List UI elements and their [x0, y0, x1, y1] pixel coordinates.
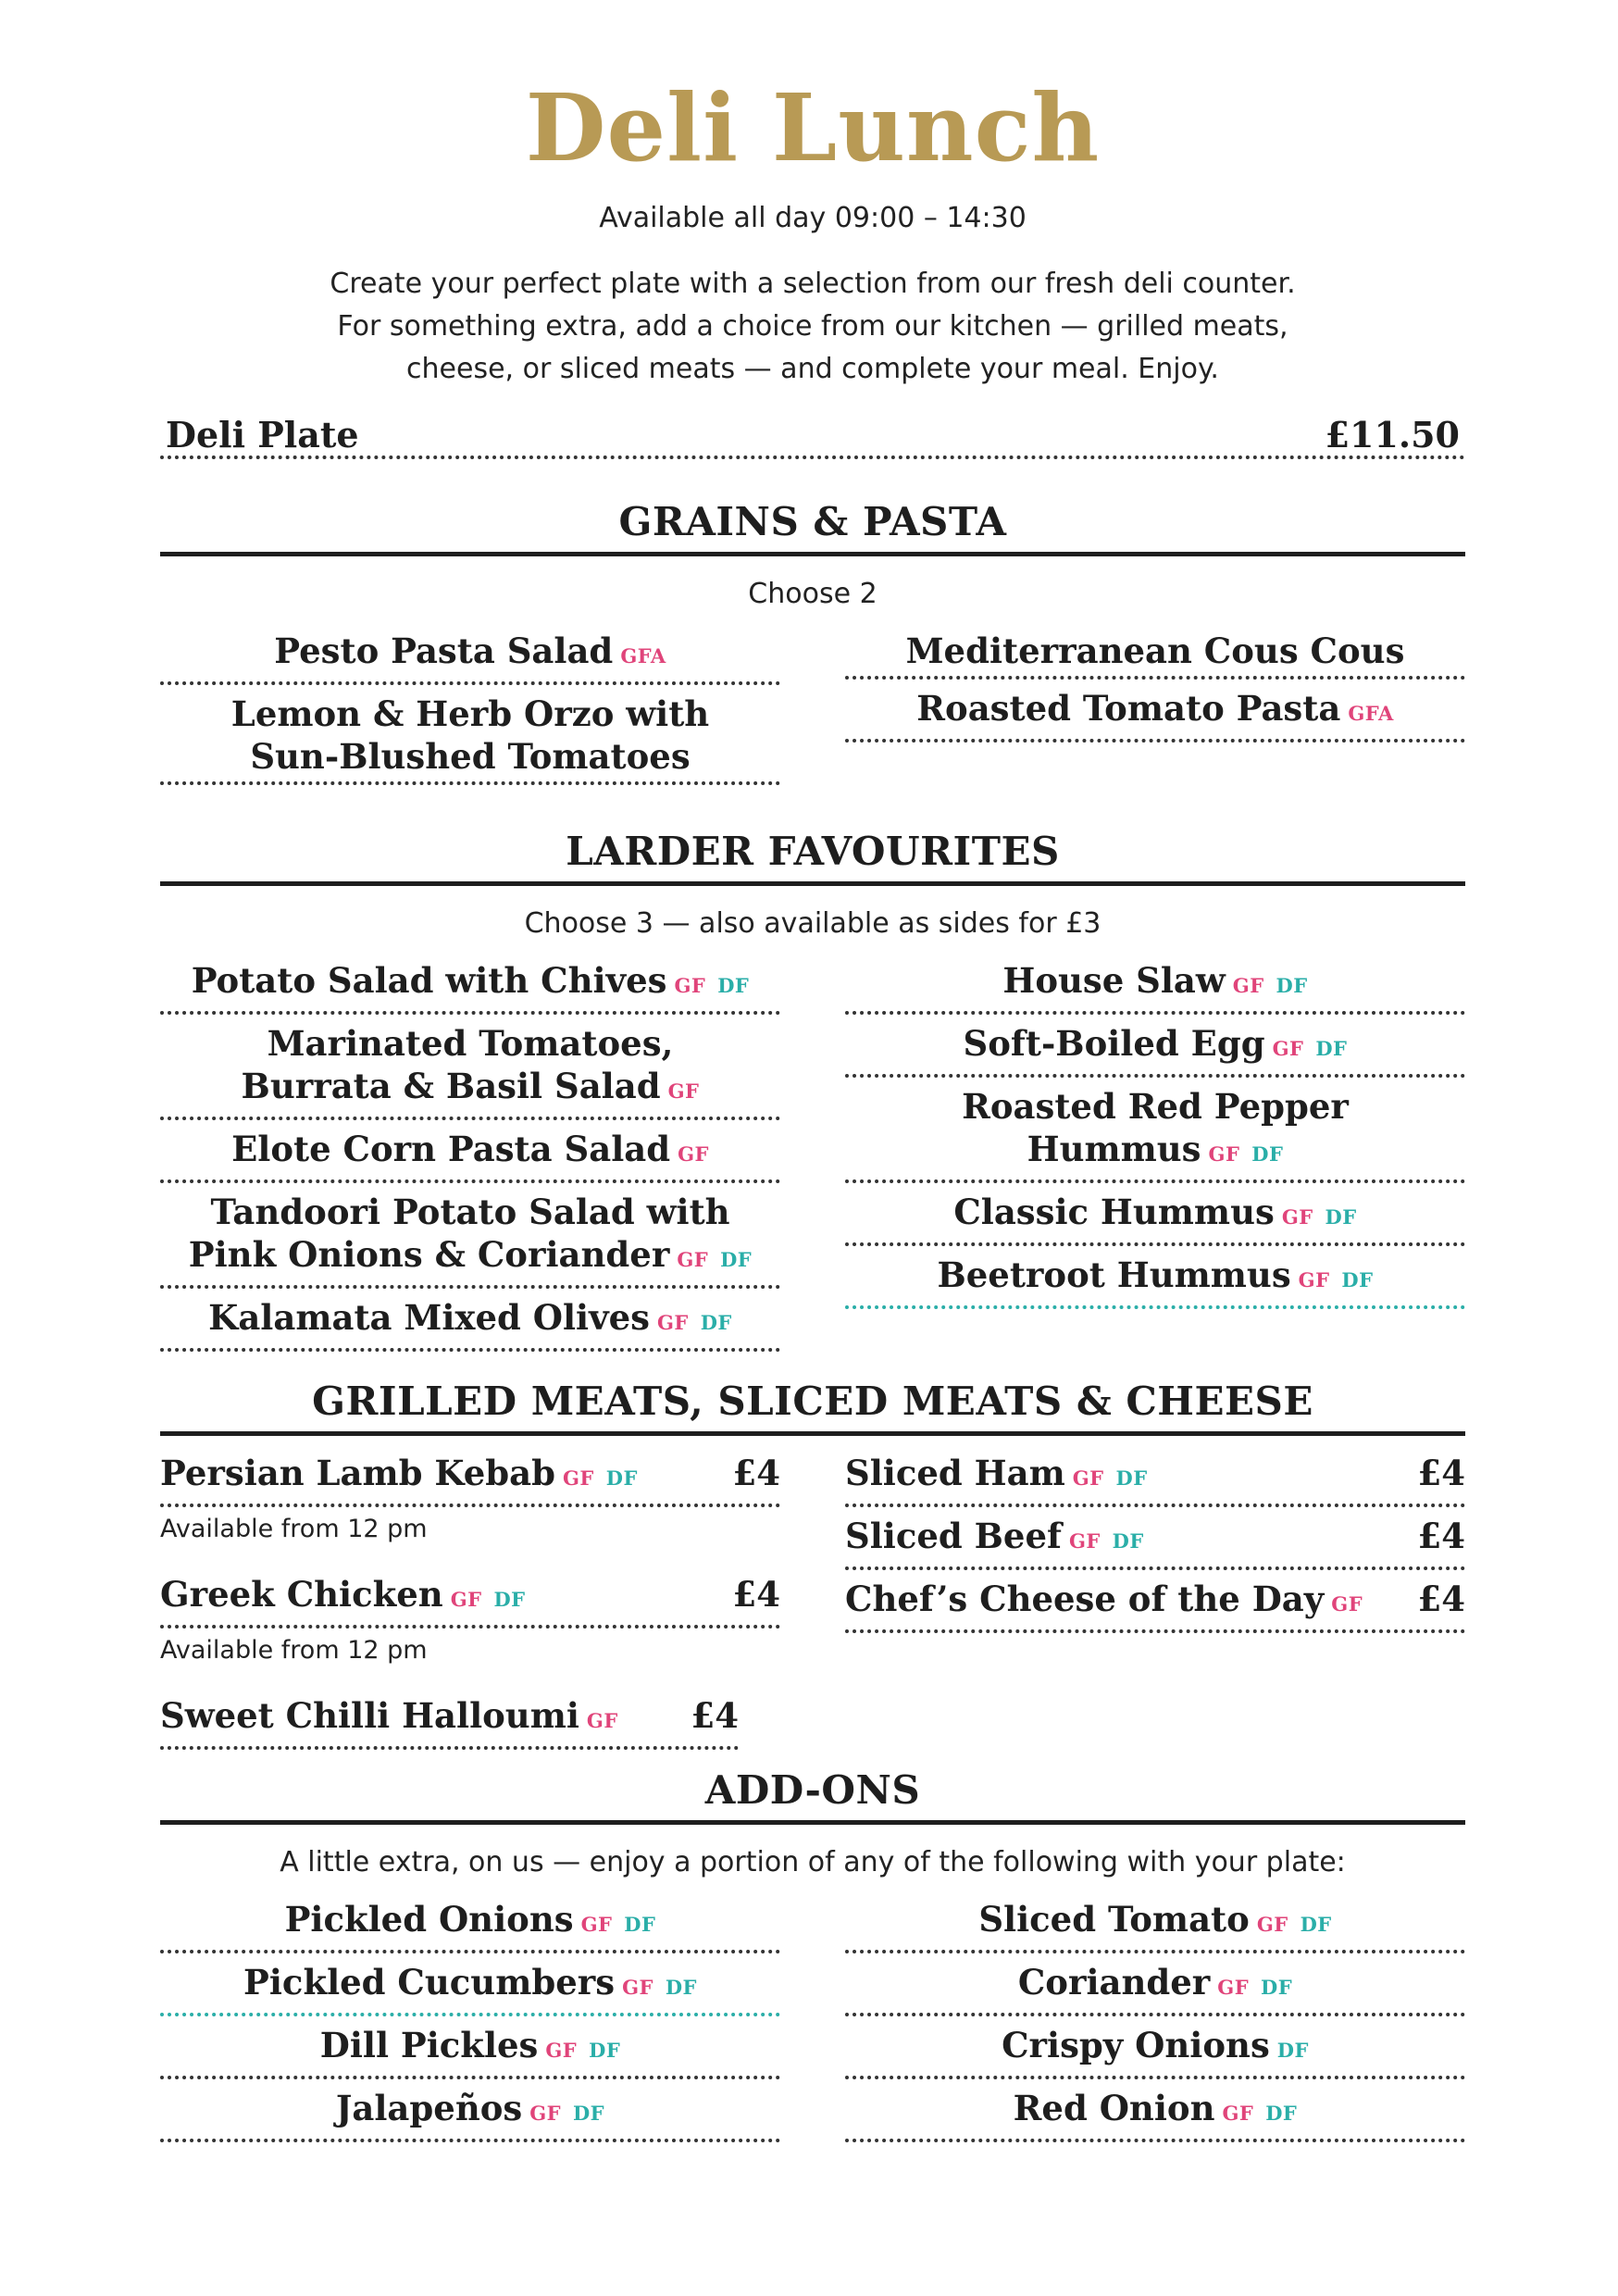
availability-note: Available from 12 pm	[160, 1515, 428, 1543]
gf-tag: GF	[586, 1709, 618, 1732]
availability-text: Available all day 09:00 – 14:30	[599, 202, 1027, 234]
gf-tag: GF	[1298, 1268, 1330, 1292]
deli-plate-name: Deli Plate	[166, 414, 359, 455]
item-name	[845, 1452, 1148, 1500]
df-tag: DF	[605, 1466, 638, 1490]
gf-tag: GF	[622, 1976, 653, 1999]
menu-item	[160, 2079, 780, 2142]
menu-item	[160, 1015, 780, 1120]
grains-left-column	[160, 622, 780, 785]
item-name	[160, 1694, 618, 1742]
menu-item	[160, 1183, 780, 1289]
item-name: Chef’s Cheese of the Day	[845, 1578, 1325, 1619]
item-name: Greek Chicken	[160, 1574, 443, 1615]
gf-tag: GF	[1331, 1592, 1363, 1616]
item-name: Tandoori Potato Salad with	[210, 1192, 730, 1232]
menu-item	[845, 2079, 1465, 2142]
menu-item	[160, 2016, 780, 2079]
item-name: House Slaw	[1002, 960, 1226, 1001]
df-tag: DF	[1325, 1205, 1357, 1229]
intro-line: Create your perfect plate with a selection from our fresh deli counter.	[330, 268, 1296, 300]
menu-item	[845, 1246, 1465, 1309]
gf-tag: GF	[674, 974, 706, 997]
df-tag: DF	[700, 1311, 732, 1334]
df-tag: DF	[1276, 2039, 1309, 2062]
menu-item-priced	[845, 1507, 1465, 1570]
gf-tag: GF	[545, 2039, 578, 2062]
df-tag: DF	[624, 1913, 656, 1936]
grains-right-column	[845, 622, 1465, 742]
gf-tag: GF	[1272, 1037, 1304, 1060]
gf-tag: GF	[1222, 2102, 1254, 2125]
gf-tag: GF	[450, 1588, 482, 1611]
menu-item	[160, 952, 780, 1015]
df-tag: DF	[1315, 1037, 1348, 1060]
intro-line: For something extra, add a choice from our kitchen — grilled meats,	[337, 310, 1288, 343]
gf-tag: GF	[1256, 1913, 1288, 1936]
gf-tag: GF	[667, 1079, 700, 1103]
df-tag: DF	[1276, 974, 1308, 997]
section-note-larder: Choose 3 — also available as sides for £3	[524, 907, 1101, 940]
df-tag: DF	[1261, 1976, 1293, 1999]
menu-item-priced	[160, 1566, 780, 1628]
item-name: Red Onion	[1013, 2088, 1215, 2128]
menu-item-priced	[160, 1687, 739, 1750]
item-name: Marinated Tomatoes,	[267, 1023, 674, 1064]
item-name	[845, 1515, 1144, 1563]
section-heading-addons: ADD-ONS	[160, 1765, 1465, 1825]
deli-plate-price: £11.50	[1325, 414, 1460, 455]
section-heading-meats: GRILLED MEATS, SLICED MEATS & CHEESE	[160, 1376, 1465, 1436]
menu-item-priced	[845, 1570, 1465, 1633]
menu-item	[845, 2016, 1465, 2079]
item-name: Pesto Pasta Salad	[274, 630, 614, 671]
item-price: £4	[691, 1695, 739, 1736]
df-tag: DF	[1115, 1466, 1148, 1490]
item-name: Coriander	[1017, 1962, 1211, 2003]
menu-item	[160, 1289, 780, 1352]
gf-tag: GF	[678, 1142, 709, 1166]
menu-item	[845, 1015, 1465, 1078]
gfa-tag: GFA	[620, 644, 666, 668]
df-tag: DF	[720, 1248, 753, 1271]
availability-note: Available from 12 pm	[160, 1636, 428, 1665]
menu-item	[845, 680, 1465, 742]
item-name: Classic Hummus	[953, 1192, 1275, 1232]
item-name: Sun-Blushed Tomatoes	[250, 736, 691, 777]
item-name: Lemon & Herb Orzo with	[230, 693, 710, 734]
item-name: Roasted Red Pepper	[962, 1086, 1349, 1127]
deli-plate-row	[160, 407, 1465, 459]
menu-item	[160, 622, 780, 685]
menu-item	[845, 1953, 1465, 2016]
intro-text	[160, 263, 1465, 391]
df-tag: DF	[572, 2102, 605, 2125]
item-name: Pickled Onions	[284, 1899, 574, 1940]
item-name: Sweet Chilli Halloumi	[160, 1695, 579, 1736]
item-name	[845, 1578, 1363, 1626]
section-note-grains: Choose 2	[748, 578, 877, 610]
menu-item-priced	[845, 1444, 1465, 1507]
item-price: £4	[1417, 1578, 1465, 1619]
item-name: Kalamata Mixed Olives	[208, 1297, 650, 1338]
df-tag: DF	[1341, 1268, 1374, 1292]
addons-right-column	[845, 1890, 1465, 2142]
intro-line: cheese, or sliced meats — and complete your meal. Enjoy.	[406, 353, 1219, 385]
menu-item	[160, 1120, 780, 1183]
gf-tag: GF	[656, 1311, 689, 1334]
item-name	[160, 1452, 638, 1500]
item-price: £4	[1417, 1516, 1465, 1556]
item-price: £4	[1417, 1453, 1465, 1493]
df-tag: DF	[589, 2039, 621, 2062]
section-note-addons: A little extra, on us — enjoy a portion of any of the following with your plate:	[280, 1846, 1346, 1878]
gf-tag: GF	[1072, 1466, 1104, 1490]
item-name: Sliced Tomato	[978, 1899, 1250, 1940]
gfa-tag: GFA	[1348, 702, 1394, 725]
gf-tag: GF	[1281, 1205, 1313, 1229]
menu-item	[160, 1890, 780, 1953]
menu-item	[845, 952, 1465, 1015]
section-heading-grains: GRAINS & PASTA	[160, 496, 1465, 556]
df-tag: DF	[665, 1976, 697, 1999]
df-tag: DF	[717, 974, 750, 997]
gf-tag: GF	[580, 1913, 613, 1936]
df-tag: DF	[1112, 1529, 1144, 1553]
item-name: Burrata & Basil Salad	[241, 1066, 661, 1106]
menu-item	[845, 1078, 1465, 1183]
item-name: Soft-Boiled Egg	[963, 1023, 1265, 1064]
df-tag: DF	[1251, 1142, 1284, 1166]
df-tag: DF	[1300, 1913, 1332, 1936]
item-name: Jalapeños	[335, 2088, 523, 2128]
item-name: Sliced Ham	[845, 1453, 1065, 1493]
gf-tag: GF	[1208, 1142, 1240, 1166]
page-title: Deli Lunch	[525, 73, 1101, 182]
item-price: £4	[732, 1453, 780, 1493]
larder-left-column	[160, 952, 780, 1352]
item-name: Pickled Cucumbers	[243, 1962, 616, 2003]
item-name: Roasted Tomato Pasta	[916, 688, 1341, 729]
addons-left-column	[160, 1890, 780, 2142]
item-name: Potato Salad with Chives	[191, 960, 667, 1001]
gf-tag: GF	[1232, 974, 1264, 997]
df-tag: DF	[493, 1588, 526, 1611]
item-name: Pink Onions & Coriander	[188, 1234, 670, 1275]
menu-item	[160, 1953, 780, 2016]
meats-right-column	[845, 1444, 1465, 1633]
item-name: Elote Corn Pasta Salad	[231, 1129, 671, 1169]
gf-tag: GF	[529, 2102, 562, 2125]
menu-item	[160, 685, 780, 785]
item-name	[160, 1573, 526, 1621]
item-price: £4	[732, 1574, 780, 1615]
menu-item	[845, 1890, 1465, 1953]
meats-left-column	[160, 1444, 780, 1750]
gf-tag: GF	[677, 1248, 709, 1271]
larder-right-column	[845, 952, 1465, 1309]
menu-item	[845, 622, 1465, 680]
item-name: Crispy Onions	[1002, 2025, 1270, 2065]
item-name: Dill Pickles	[319, 2025, 539, 2065]
item-name: Mediterranean Cous Cous	[905, 630, 1405, 671]
gf-tag: GF	[1068, 1529, 1101, 1553]
gf-tag: GF	[563, 1466, 594, 1490]
item-name: Persian Lamb Kebab	[160, 1453, 555, 1493]
gf-tag: GF	[1217, 1976, 1250, 1999]
df-tag: DF	[1265, 2102, 1298, 2125]
item-name: Beetroot Hummus	[937, 1254, 1291, 1295]
item-name: Sliced Beef	[845, 1516, 1062, 1556]
item-name: Hummus	[1027, 1129, 1201, 1169]
menu-item	[845, 1183, 1465, 1246]
menu-item-priced	[160, 1444, 780, 1507]
section-heading-larder: LARDER FAVOURITES	[160, 826, 1465, 886]
